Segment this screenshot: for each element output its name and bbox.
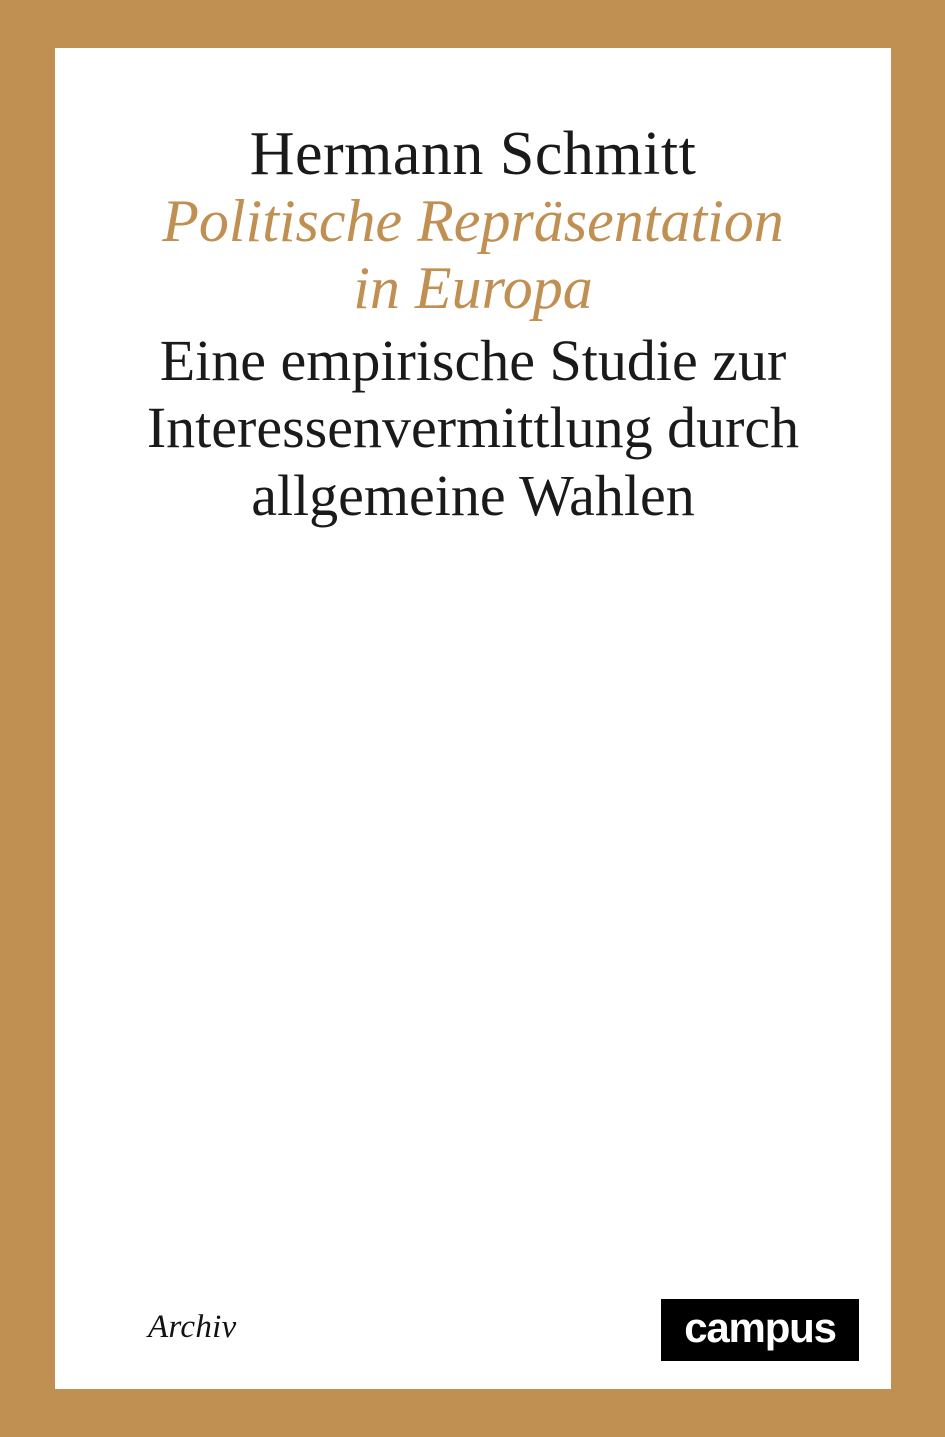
publisher-logo-text: campus bbox=[684, 1304, 836, 1351]
author-name: Hermann Schmitt bbox=[249, 120, 697, 188]
series-label: Archiv bbox=[148, 1309, 237, 1345]
cover-text-block bbox=[115, 120, 831, 530]
publisher-logo bbox=[661, 1299, 859, 1361]
cover-page-area bbox=[55, 48, 891, 1389]
book-title: Politische Repräsentation in Europa bbox=[162, 188, 784, 322]
book-subtitle: Eine empirische Studie zur Interessenvermittlung durch allgemeine Wahlen bbox=[146, 327, 800, 529]
